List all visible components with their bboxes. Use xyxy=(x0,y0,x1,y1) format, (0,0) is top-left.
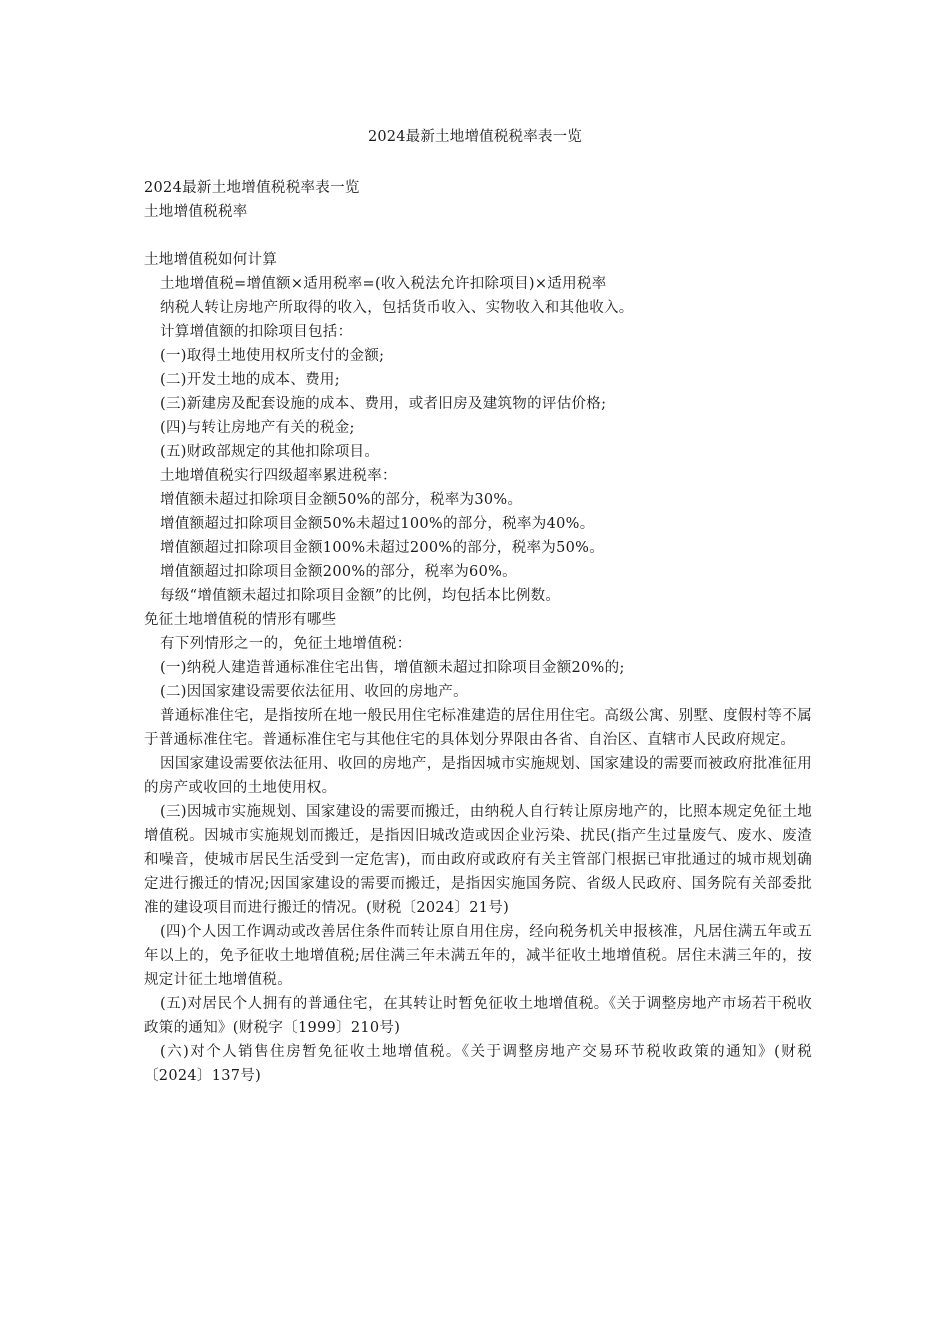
paragraph-housing-sale: (六)对个人销售住房暂免征收土地增值税。《关于调整房地产交易环节税收政策的通知》(财税〔2024〕137号) xyxy=(144,1044,812,1084)
deduction-item: (五)财政部规定的其他扣除项目。 xyxy=(160,444,380,460)
deduction-item: (三)新建房及配套设施的成本、费用，或者旧房及建筑物的评估价格; xyxy=(160,396,607,412)
exempt-item-2: (二)因国家建设需要依法征用、收回的房地产。 xyxy=(160,684,468,700)
rate-item: 增值额未超过扣除项目金额50%的部分，税率为30%。 xyxy=(160,492,523,508)
heading-tax-rate: 土地增值税税率 xyxy=(144,204,248,220)
income-text: 纳税人转让房地产所取得的收入，包括货币收入、实物收入和其他收入。 xyxy=(160,300,634,316)
exempt-item-1: (一)纳税人建造普通标准住宅出售，增值额未超过扣除项目金额20%的; xyxy=(160,660,625,676)
paragraph-personal-housing: (四)个人因工作调动或改善居住条件而转让原自用住房，经向税务机关申报核准，凡居住满五年或五年以上的，免予征收土地增值税;居住满三年未满五年的，减半征收土地增值税。居住未满三年的，按规定计征土地增值税。 xyxy=(144,924,812,988)
deduction-item: (二)开发土地的成本、费用; xyxy=(160,372,340,388)
exempt-intro: 有下列情形之一的，免征土地增值税： xyxy=(160,636,412,652)
rate-note: 每级“增值额未超过扣除项目金额”的比例，均包括本比例数。 xyxy=(160,588,561,604)
rate-item: 增值额超过扣除项目金额50%未超过100%的部分，税率为40%。 xyxy=(160,516,595,532)
paragraph-relocation: (三)因城市实施规划、国家建设的需要而搬迁，由纳税人自行转让原房地产的，比照本规定免征土地增值税。因城市实施规划而搬迁，是指因旧城改造或因企业污染、扰民(指产生过量废气、废水、废渣和噪音，使城市居民生活受到一定危害)，而由政府或政府有关主管部门根据已审批通过的城市规划确定进行搬迁的情况;因国家建设的需要而搬迁，是指因实施国务院、省级人民政府、国务院有关部委批准的建设项目而进行搬迁的情况。(财税〔2024〕21号) xyxy=(144,804,812,916)
paragraph-ordinary-housing: (五)对居民个人拥有的普通住宅，在其转让时暂免征收土地增值税。《关于调整房地产市场若干税收政策的通知》(财税字〔1999〕210号) xyxy=(144,996,812,1036)
paragraph-standard-housing: 普通标准住宅，是指按所在地一般民用住宅标准建造的居住用住宅。高级公寓、别墅、度假村等不属于普通标准住宅。普通标准住宅与其他住宅的具体划分界限由各省、自治区、直辖市人民政府规定。 xyxy=(144,708,812,748)
blank-line xyxy=(144,224,812,248)
heading-main: 2024最新土地增值税税率表一览 xyxy=(144,180,360,196)
deduction-item: (一)取得土地使用权所支付的金额; xyxy=(160,348,385,364)
rate-intro: 土地增值税实行四级超率累进税率： xyxy=(160,468,397,484)
document-body xyxy=(144,176,812,1088)
formula-text: 土地增值税=增值额×适用税率=(收入税法允许扣除项目)×适用税率 xyxy=(160,276,607,292)
rate-item: 增值额超过扣除项目金额100%未超过200%的部分，税率为50%。 xyxy=(160,540,605,556)
paragraph-state-construction: 因国家建设需要依法征用、收回的房地产，是指因城市实施规划、国家建设的需要而被政府批准征用的房产或收回的土地使用权。 xyxy=(144,756,812,796)
heading-how-to-calc: 土地增值税如何计算 xyxy=(144,252,278,268)
deduction-intro: 计算增值额的扣除项目包括： xyxy=(160,324,353,340)
heading-exemptions: 免征土地增值税的情形有哪些 xyxy=(144,612,337,628)
rate-item: 增值额超过扣除项目金额200%的部分，税率为60%。 xyxy=(160,564,517,580)
deduction-item: (四)与转让房地产有关的税金; xyxy=(160,420,355,436)
page-title: 2024最新土地增值税税率表一览 xyxy=(367,129,583,145)
